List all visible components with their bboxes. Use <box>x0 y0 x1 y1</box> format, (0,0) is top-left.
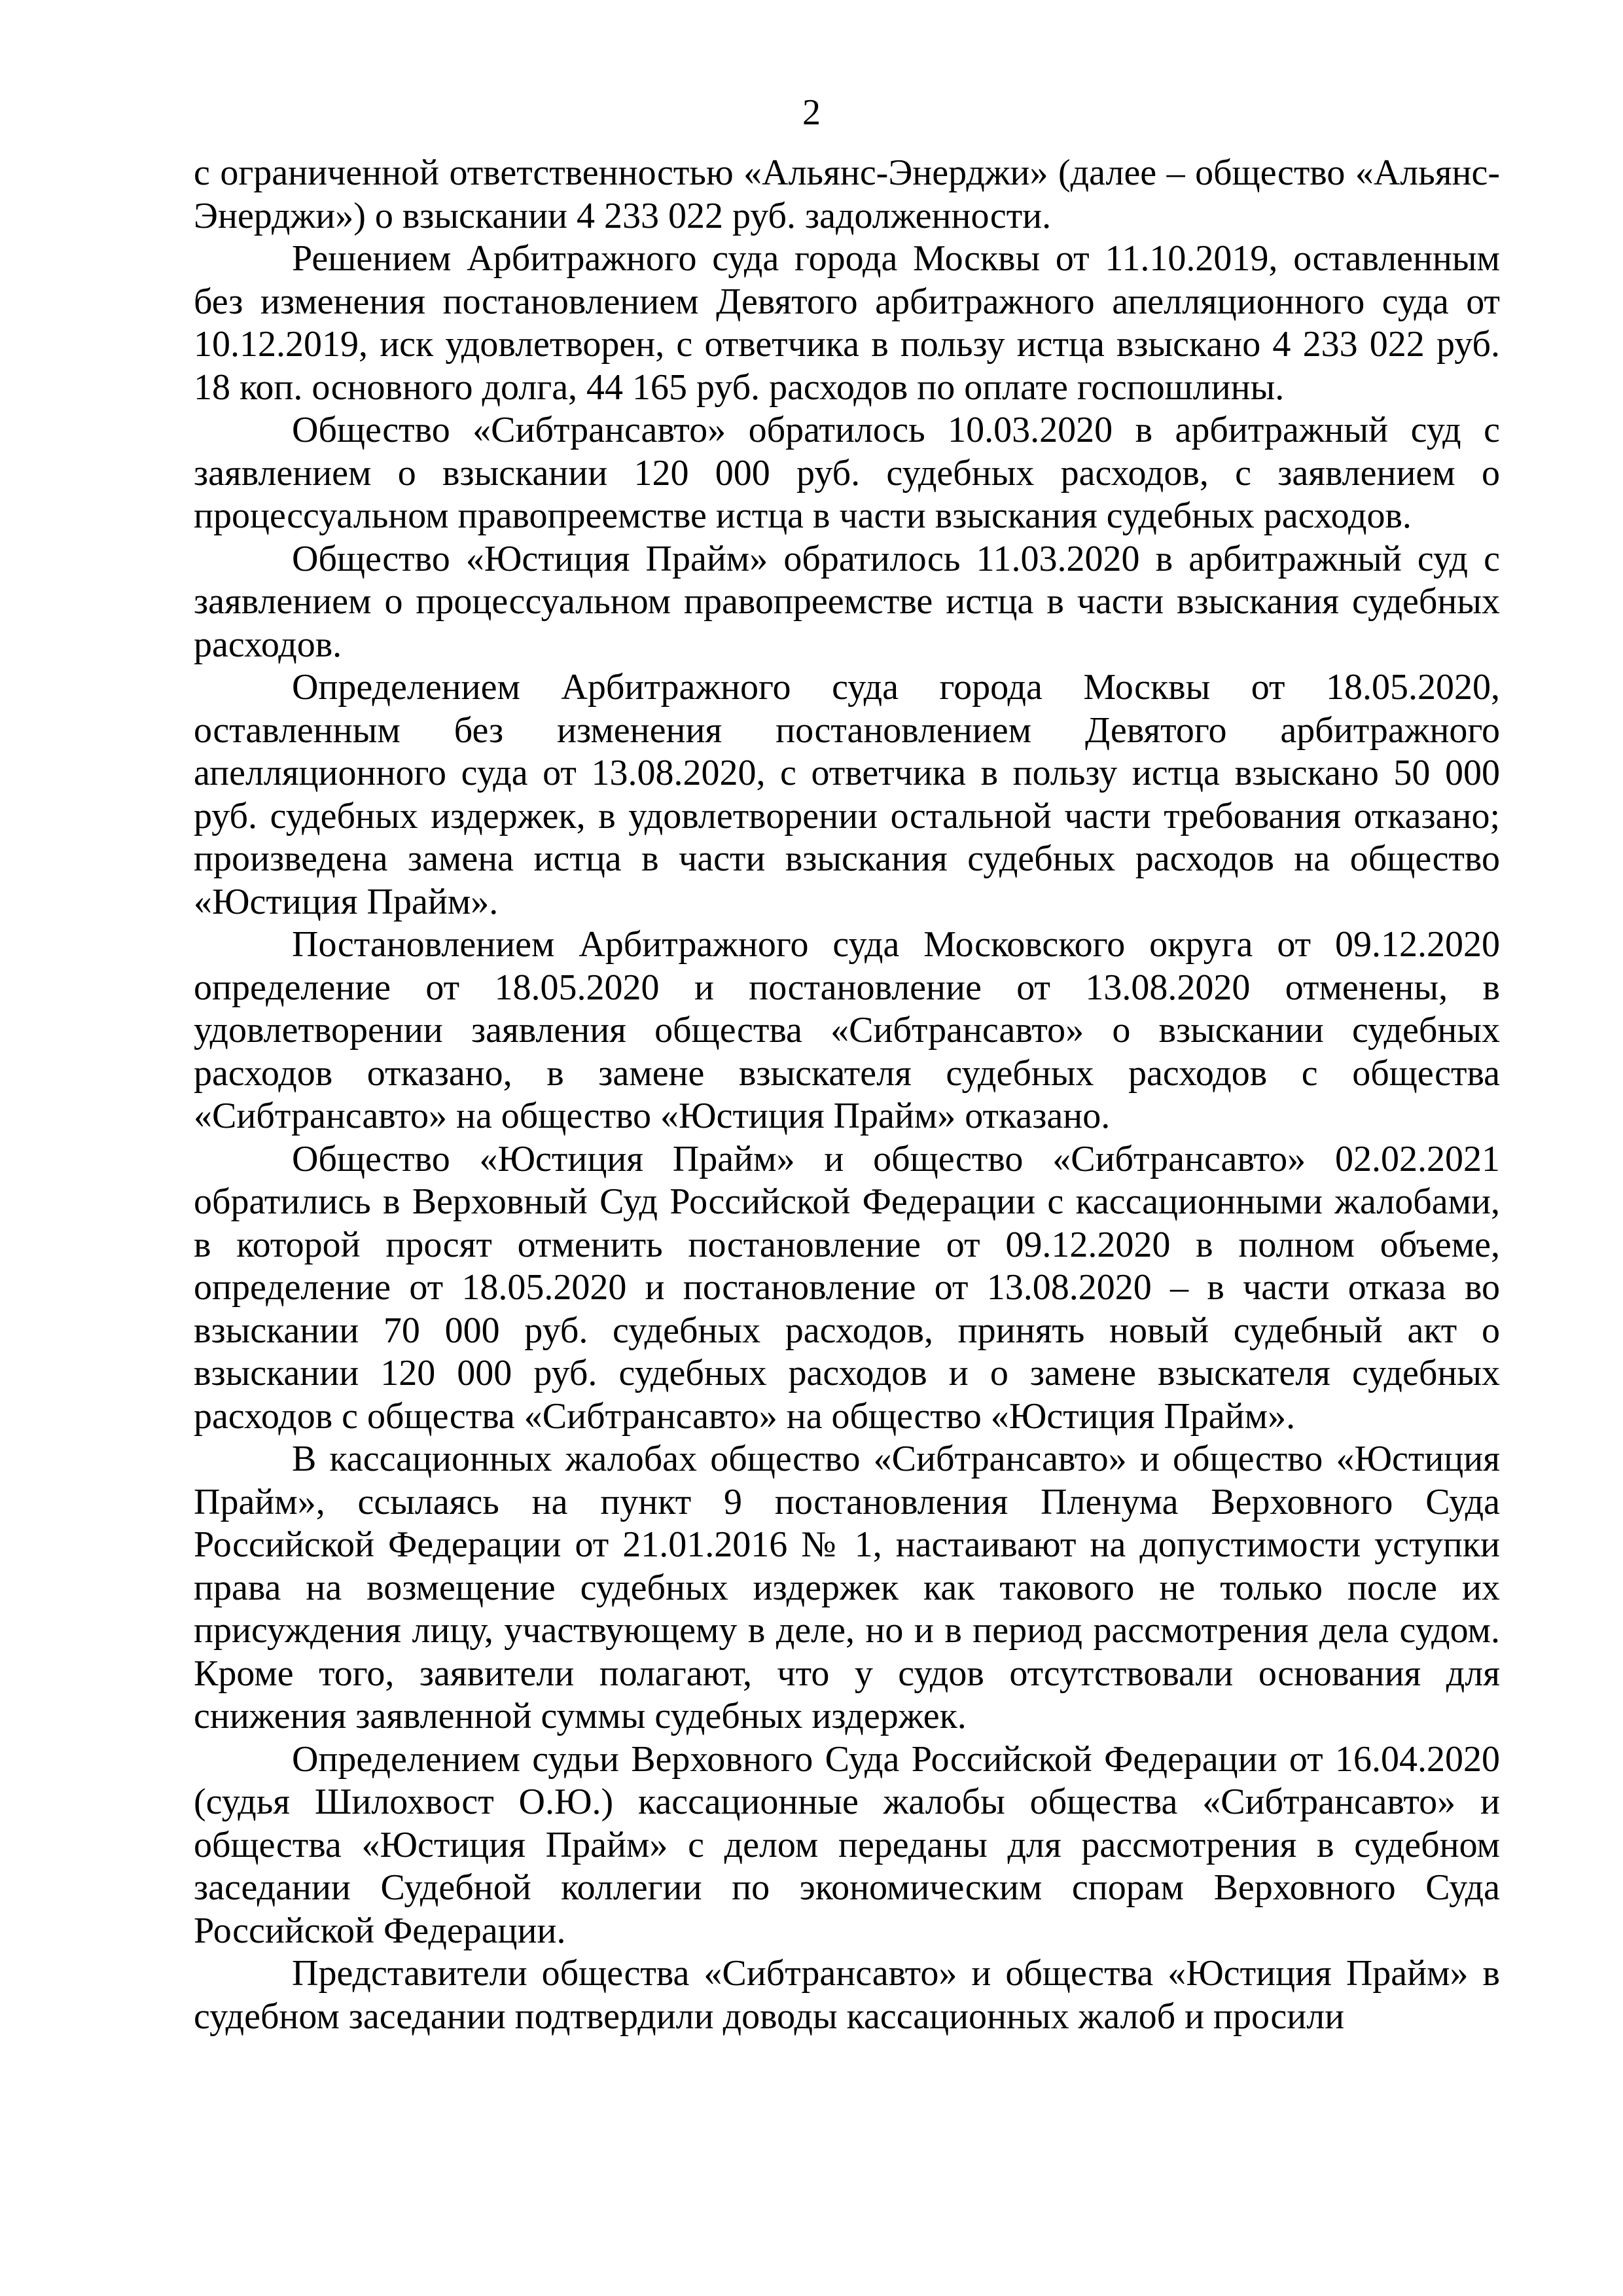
paragraph: Общество «Сибтрансавто» обратилось 10.03.2020 в арбитражный суд с заявлением о взыскании 120 000 руб. судебных расходов, с заявлением о процессуальном правопреемстве истца в части взыскания судебных расходов. <box>194 410 1500 536</box>
page-number: 2 <box>802 92 821 133</box>
paragraph: Определением Арбитражного суда города Москвы от 18.05.2020, оставленным без изменения постановлением Девятого арбитражного апелляционного суда от 13.08.2020, с ответчика в пользу истца взыскано 50 000 руб. судебных издержек, в удовлетворении остальной части требования отказано; произведена замена истца в части взыскания судебных расходов на общество «Юстиция Прайм». <box>194 667 1500 922</box>
paragraph: В кассационных жалобах общество «Сибтрансавто» и общество «Юстиция Прайм», ссылаясь на пункт 9 постановления Пленума Верховного Суда Российской Федерации от 21.01.2016 № 1, настаивают на допустимости уступки права на возмещение судебных издержек как такового не только после их присуждения лицу, участвующему в деле, но и в период рассмотрения дела судом. Кроме того, заявители полагают, что у судов отсутствовали основания для снижения заявленной суммы судебных издержек. <box>194 1439 1500 1736</box>
paragraph: Представители общества «Сибтрансавто» и общества «Юстиция Прайм» в судебном заседании подтвердили доводы кассационных жалоб и просили <box>194 1953 1500 2037</box>
paragraph: Общество «Юстиция Прайм» и общество «Сибтрансавто» 02.02.2021 обратились в Верховный Суд Российской Федерации с кассационными жалобами, в которой просят отменить постановление от 09.12.2020 в полном объеме, определение от 18.05.2020 и постановление от 13.08.2020 – в части отказа во взыскании 70 000 руб. судебных расходов, принять новый судебный акт о взыскании 120 000 руб. судебных расходов и о замене взыскателя судебных расходов с общества «Сибтрансавто» на общество «Юстиция Прайм». <box>194 1138 1500 1437</box>
paragraph: Решением Арбитражного суда города Москвы от 11.10.2019, оставленным без изменения постановлением Девятого арбитражного апелляционного суда от 10.12.2019, иск удовлетворен, с ответчика в пользу истца взыскано 4 233 022 руб. 18 коп. основного долга, 44 165 руб. расходов по оплате госпошлины. <box>194 238 1500 408</box>
paragraph: Постановлением Арбитражного суда Московского округа от 09.12.2020 определение от 18.05.2020 и постановление от 13.08.2020 отменены, в удовлетворении заявления общества «Сибтрансавто» о взыскании судебных расходов отказано, в замене взыскателя судебных расходов с общества «Сибтрансавто» на общество «Юстиция Прайм» отказано. <box>194 924 1500 1136</box>
paragraph: Определением судьи Верховного Суда Российской Федерации от 16.04.2020 (судья Шилохвост О.Ю.) кассационные жалобы общества «Сибтрансавто» и общества «Юстиция Прайм» с делом переданы для рассмотрения в судебном заседании Судебной коллегии по экономическим спорам Верховного Суда Российской Федерации. <box>194 1738 1500 1951</box>
document-body <box>194 152 1500 2038</box>
paragraph: с ограниченной ответственностью «Альянс-Энерджи» (далее – общество «Альянс-Энерджи») о взыскании 4 233 022 руб. задолженности. <box>194 152 1500 236</box>
paragraph: Общество «Юстиция Прайм» обратилось 11.03.2020 в арбитражный суд с заявлением о процессуальном правопреемстве истца в части взыскания судебных расходов. <box>194 538 1500 665</box>
